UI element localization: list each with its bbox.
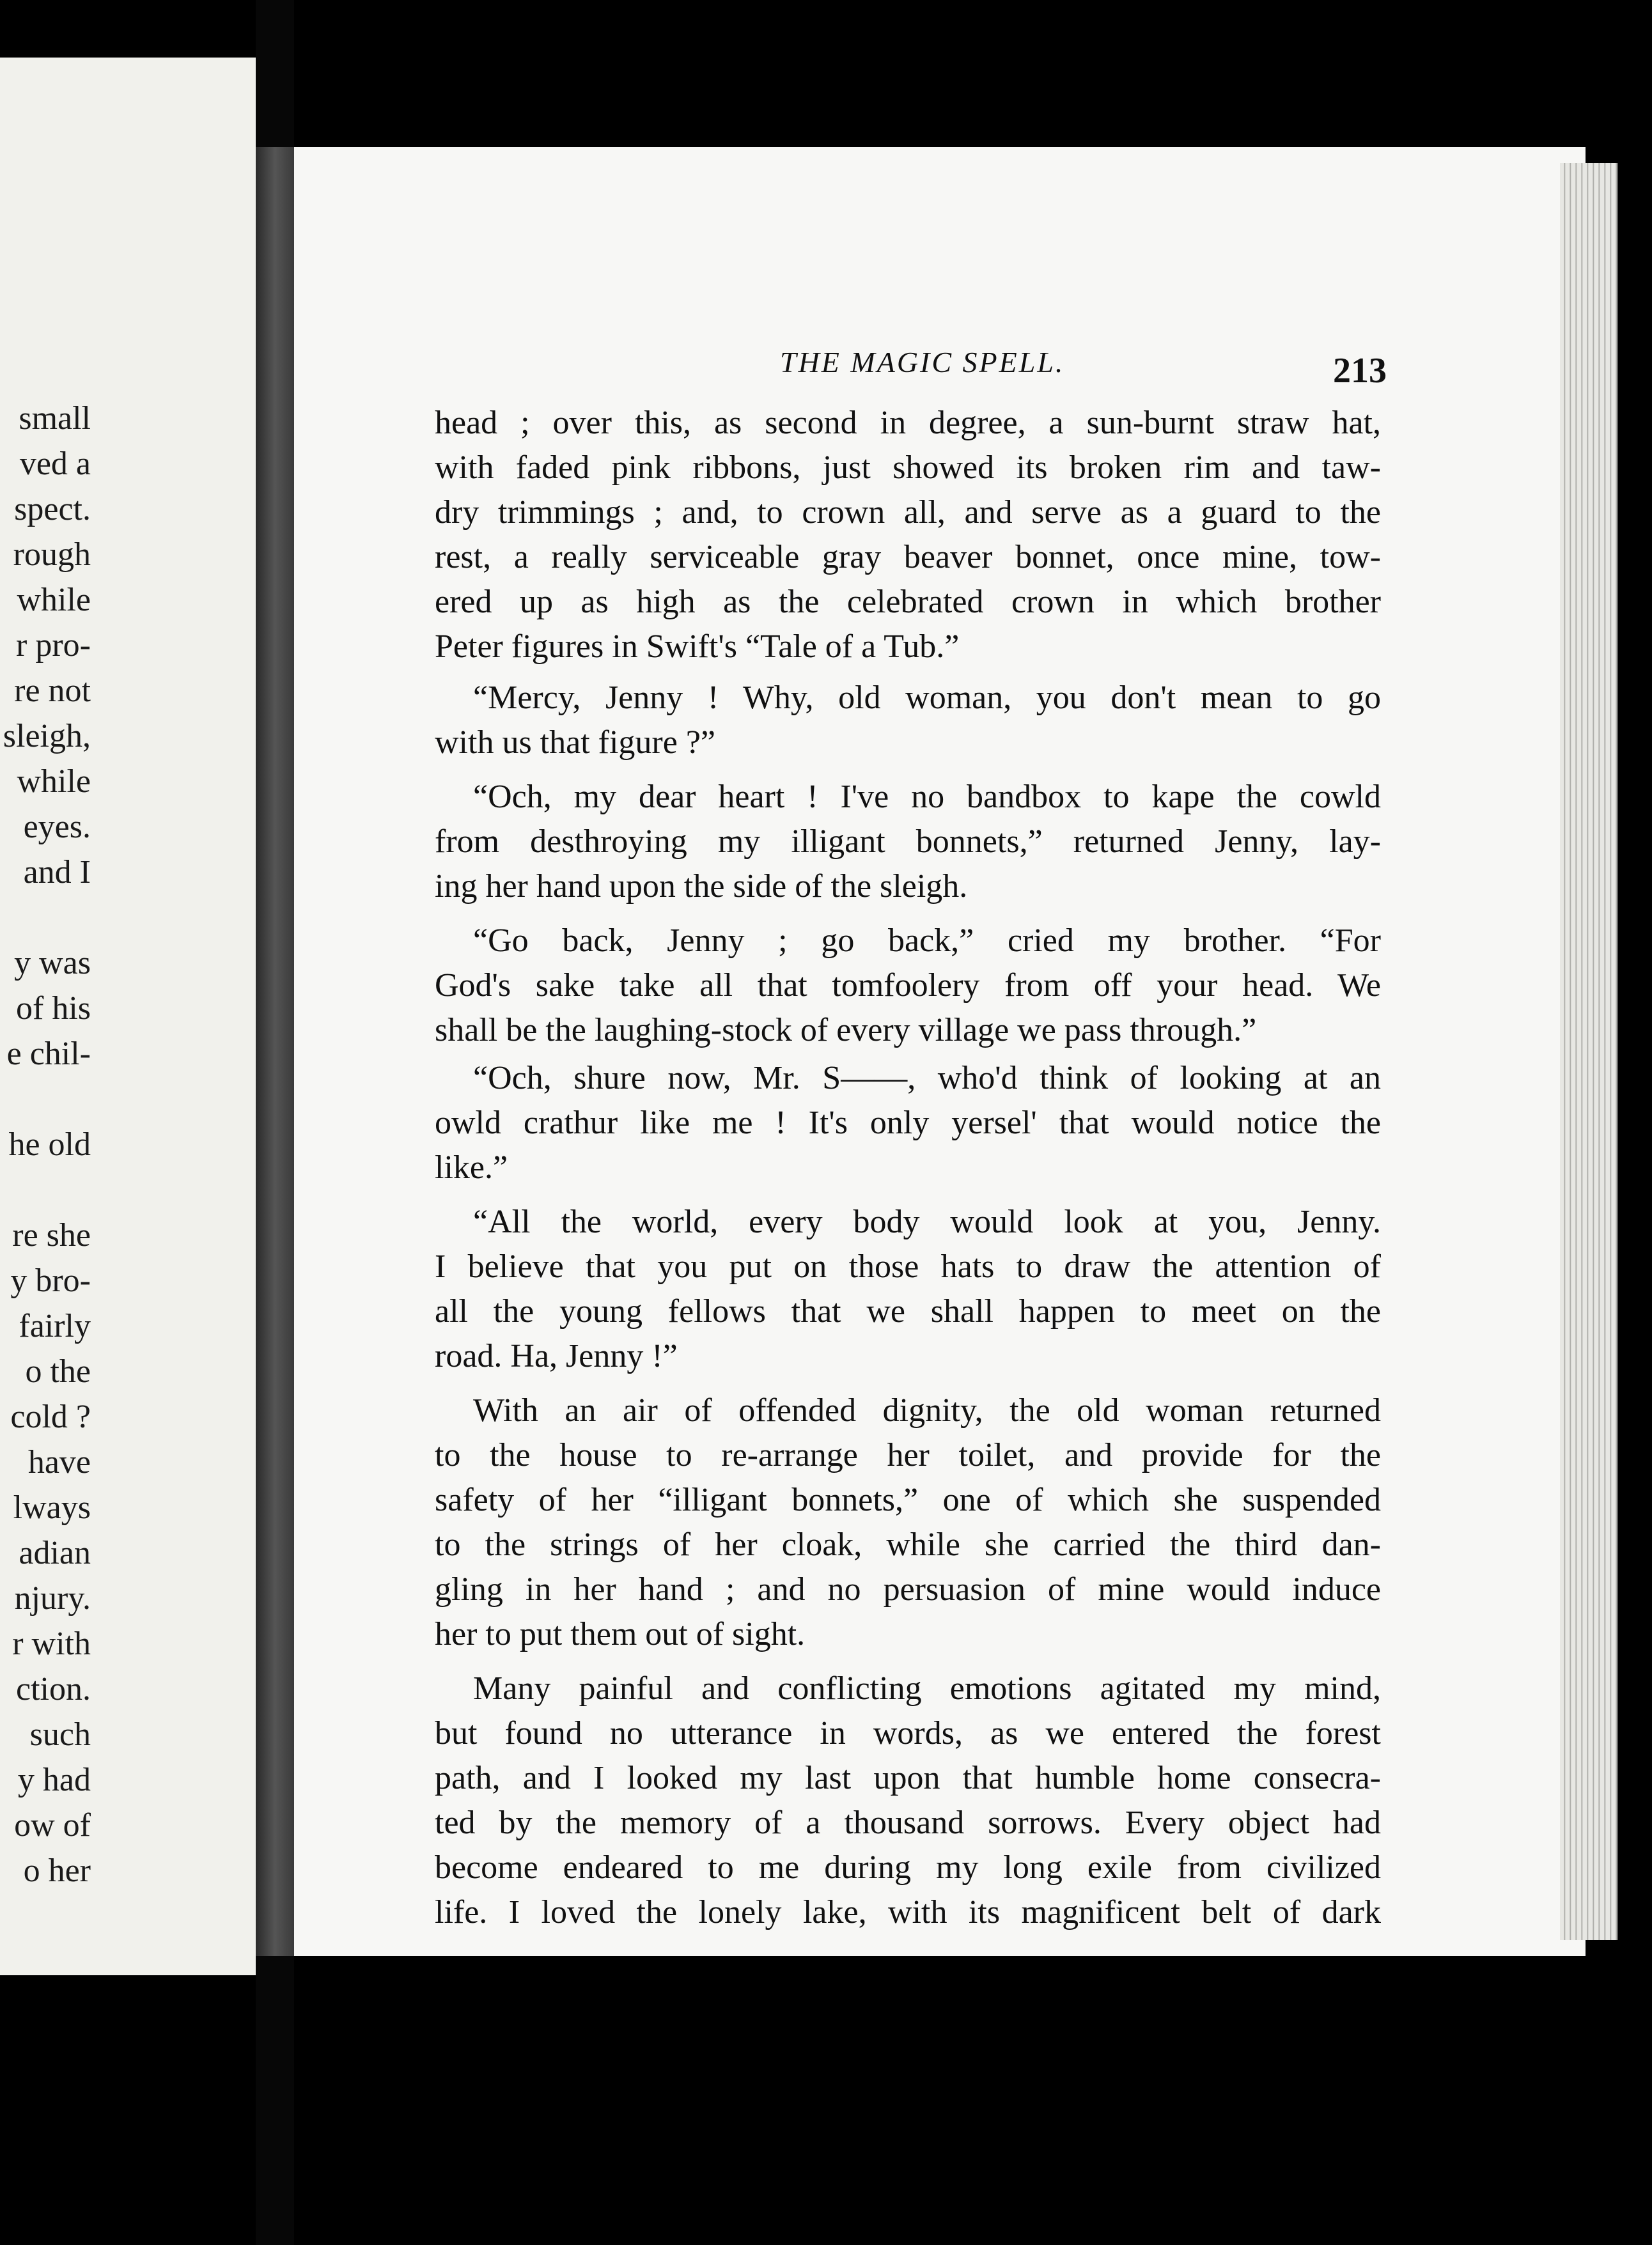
facing-page-line: such (29, 1716, 91, 1753)
page-edges (1560, 163, 1617, 1940)
body-text-line: ted by the memory of a thousand sorrows. Every object had (435, 1805, 1381, 1841)
body-text-line: become endeared to me during my long exile from civilized (435, 1849, 1381, 1886)
body-text-line: head ; over this, as second in degree, a sun-burnt straw hat, (435, 405, 1381, 441)
facing-page-line: rough (13, 536, 91, 573)
facing-page-line: ow of (14, 1807, 91, 1844)
body-text-line: her to put them out of sight. (435, 1616, 806, 1652)
body-text-line: all the young fellows that we shall happen to meet on the (435, 1293, 1381, 1330)
body-text-line: “Go back, Jenny ; go back,” cried my brother. “For (473, 922, 1381, 959)
book-spine-shadow (256, 147, 294, 1956)
facing-page-line: e chil- (6, 1036, 91, 1072)
body-text-line: “All the world, every body would look at you, Jenny. (473, 1204, 1381, 1240)
body-text-line: With an air of offended dignity, the old woman returned (473, 1392, 1381, 1429)
facing-page-line: re she (12, 1217, 91, 1254)
body-text-line: but found no utterance in words, as we entered the forest (435, 1715, 1381, 1752)
body-text-line: Peter figures in Swift's “Tale of a Tub.” (435, 628, 960, 665)
facing-page-line: while (17, 763, 91, 800)
facing-page-line: have (27, 1444, 91, 1480)
facing-page-line: spect. (14, 491, 91, 527)
facing-page-line: cold ? (10, 1399, 91, 1435)
body-text-line: shall be the laughing-stock of every village we pass through.” (435, 1012, 1257, 1048)
facing-page-line: y bro- (10, 1262, 91, 1299)
body-text-line: Many painful and conflicting emotions agitated my mind, (473, 1670, 1381, 1707)
body-text-line: “Mercy, Jenny ! Why, old woman, you don't mean to go (473, 680, 1381, 716)
body-text-line: like.” (435, 1149, 508, 1186)
running-head: THE MAGIC SPELL. (780, 346, 1065, 378)
body-text-line: gling in her hand ; and no persuasion of mine would induce (435, 1571, 1381, 1608)
body-text-line: with us that figure ?” (435, 724, 715, 761)
facing-page-line: sleigh, (3, 718, 91, 754)
body-text-line: to the house to re-arrange her toilet, and provide for the (435, 1437, 1381, 1473)
body-text-line: with faded pink ribbons, just showed its broken rim and taw- (435, 449, 1381, 486)
body-text-line: “Och, my dear heart ! I've no bandbox to kape the cowld (473, 779, 1381, 815)
body-text-line: God's sake take all that tomfoolery from off your head. We (435, 967, 1381, 1004)
facing-page-line: y had (17, 1762, 91, 1798)
body-text-line: owld crathur like me ! It's only yersel' that would notice the (435, 1105, 1381, 1141)
facing-page-line: y was (14, 945, 91, 981)
facing-page-line: adian (19, 1535, 91, 1571)
facing-page-line: of his (16, 990, 91, 1027)
facing-page-line: small (19, 400, 91, 437)
facing-page-line: njury. (14, 1580, 91, 1617)
body-text-line: from desthroying my illigant bonnets,” returned Jenny, lay- (435, 823, 1381, 860)
body-text-line: ing her hand upon the side of the sleigh. (435, 868, 968, 905)
facing-page-line: and I (23, 854, 91, 890)
facing-page-line: he old (8, 1126, 91, 1163)
body-text-line: I believe that you put on those hats to draw the attention of (435, 1248, 1381, 1285)
body-text-line: “Och, shure now, Mr. S——, who'd think of looking at an (473, 1060, 1381, 1096)
facing-page-line: re not (14, 672, 91, 709)
facing-page-line: o the (25, 1353, 91, 1390)
facing-page (0, 58, 256, 1975)
body-text-line: life. I loved the lonely lake, with its magnificent belt of dark (435, 1894, 1381, 1930)
body-text-line: path, and I looked my last upon that humble home consecra- (435, 1760, 1381, 1796)
facing-page-line: r with (12, 1626, 91, 1662)
facing-page-line: ction. (16, 1671, 91, 1707)
body-text-line: road. Ha, Jenny !” (435, 1338, 678, 1374)
facing-page-line: r pro- (16, 627, 91, 664)
body-text-line: rest, a really serviceable gray beaver bonnet, once mine, tow- (435, 539, 1381, 575)
facing-page-line: o her (23, 1853, 91, 1889)
body-text-line: safety of her “illigant bonnets,” one of which she suspended (435, 1482, 1381, 1518)
facing-page-line: ved a (19, 446, 91, 482)
body-text-line: dry trimmings ; and, to crown all, and serve as a guard to the (435, 494, 1381, 531)
facing-page-line: fairly (19, 1308, 91, 1344)
body-text-line: to the strings of her cloak, while she carried the third dan- (435, 1526, 1381, 1563)
facing-page-line: eyes. (23, 809, 91, 845)
facing-page-line: lways (13, 1489, 91, 1526)
body-text-line: ered up as high as the celebrated crown in which brother (435, 584, 1381, 620)
page-number: 213 (1333, 351, 1387, 391)
facing-page-line: while (17, 582, 91, 618)
